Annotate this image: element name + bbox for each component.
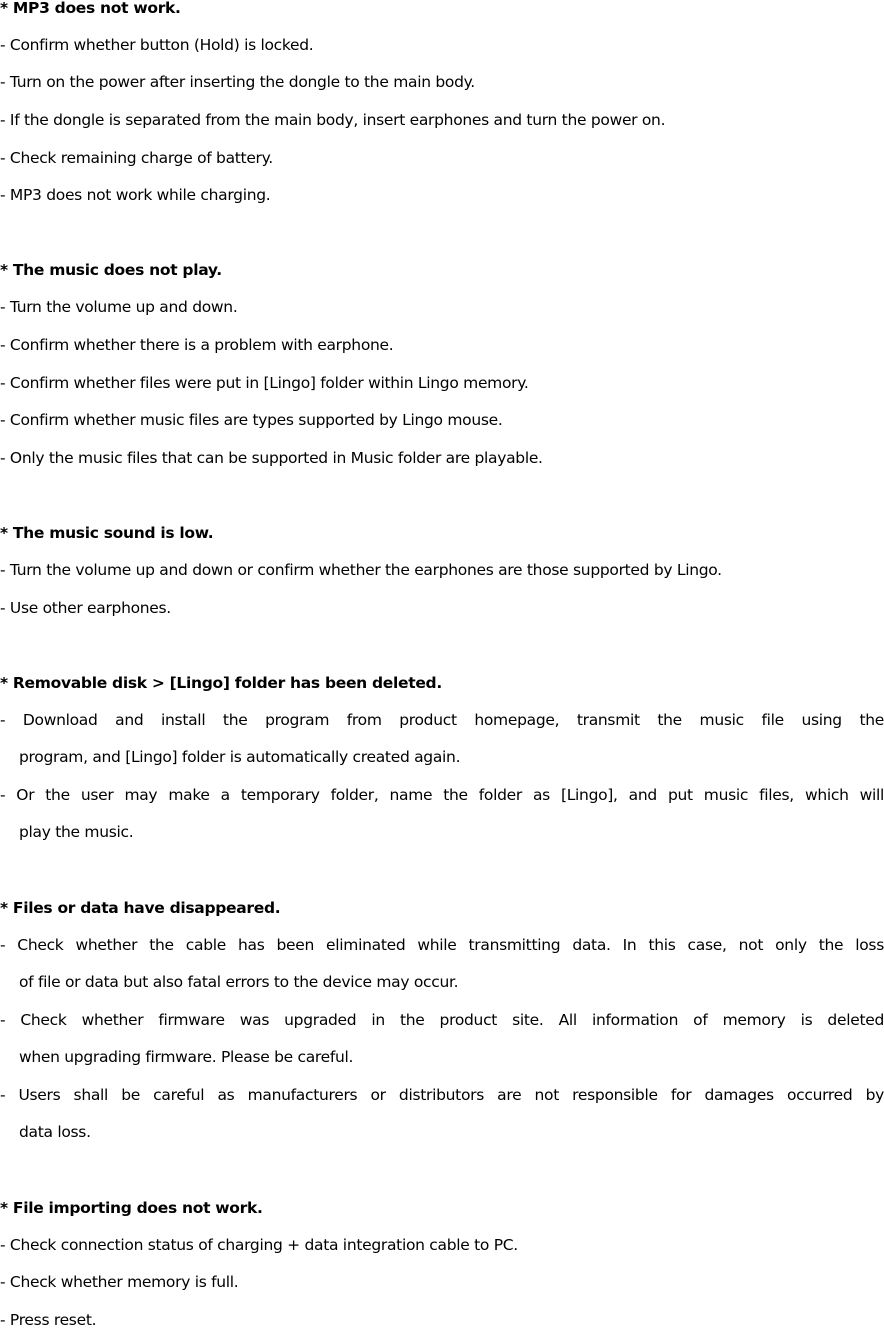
list-item-continuation: program, and [Lingo] folder is automatically created again. <box>19 748 461 766</box>
list-item: - Or the user may make a temporary folder, name the folder as [Lingo], and put music files, which will <box>0 786 884 804</box>
list-item: - Use other earphones. <box>0 599 171 617</box>
list-item: - Press reset. <box>0 1311 97 1329</box>
section-heading: * File importing does not work. <box>0 1199 263 1217</box>
list-item: - If the dongle is separated from the main body, insert earphones and turn the power on. <box>0 111 666 129</box>
section-heading: * Removable disk > [Lingo] folder has been deleted. <box>0 674 442 692</box>
list-item: - Turn on the power after inserting the dongle to the main body. <box>0 73 475 91</box>
list-item: - Confirm whether there is a problem with earphone. <box>0 336 394 354</box>
list-item-continuation: when upgrading firmware. Please be careful. <box>19 1048 354 1066</box>
list-item: - Confirm whether music files are types supported by Lingo mouse. <box>0 411 503 429</box>
list-item: - Check connection status of charging + data integration cable to PC. <box>0 1236 518 1254</box>
list-item: - Check whether the cable has been eliminated while transmitting data. In this case, not only the loss <box>0 936 884 954</box>
list-item: - Confirm whether files were put in [Lingo] folder within Lingo memory. <box>0 374 529 392</box>
list-item-continuation: of file or data but also fatal errors to the device may occur. <box>19 973 459 991</box>
list-item: - Turn the volume up and down. <box>0 298 238 316</box>
section-heading: * MP3 does not work. <box>0 0 181 17</box>
list-item: - Users shall be careful as manufacturers or distributors are not responsible for damages occurred by <box>0 1086 884 1104</box>
list-item: - Confirm whether button (Hold) is locked. <box>0 36 314 54</box>
section-heading: * The music sound is low. <box>0 524 214 542</box>
list-item: - Only the music files that can be supported in Music folder are playable. <box>0 449 543 467</box>
list-item-continuation: play the music. <box>19 823 134 841</box>
list-item: - Check remaining charge of battery. <box>0 149 273 167</box>
list-item: - Check whether firmware was upgraded in the product site. All information of memory is deleted <box>0 1011 884 1029</box>
section-heading: * Files or data have disappeared. <box>0 899 281 917</box>
list-item-continuation: data loss. <box>19 1123 91 1141</box>
list-item: - Turn the volume up and down or confirm whether the earphones are those supported by Lingo. <box>0 561 722 579</box>
list-item: - MP3 does not work while charging. <box>0 186 271 204</box>
section-heading: * The music does not play. <box>0 261 222 279</box>
list-item: - Check whether memory is full. <box>0 1273 239 1291</box>
list-item: - Download and install the program from product homepage, transmit the music file using the <box>0 711 884 729</box>
